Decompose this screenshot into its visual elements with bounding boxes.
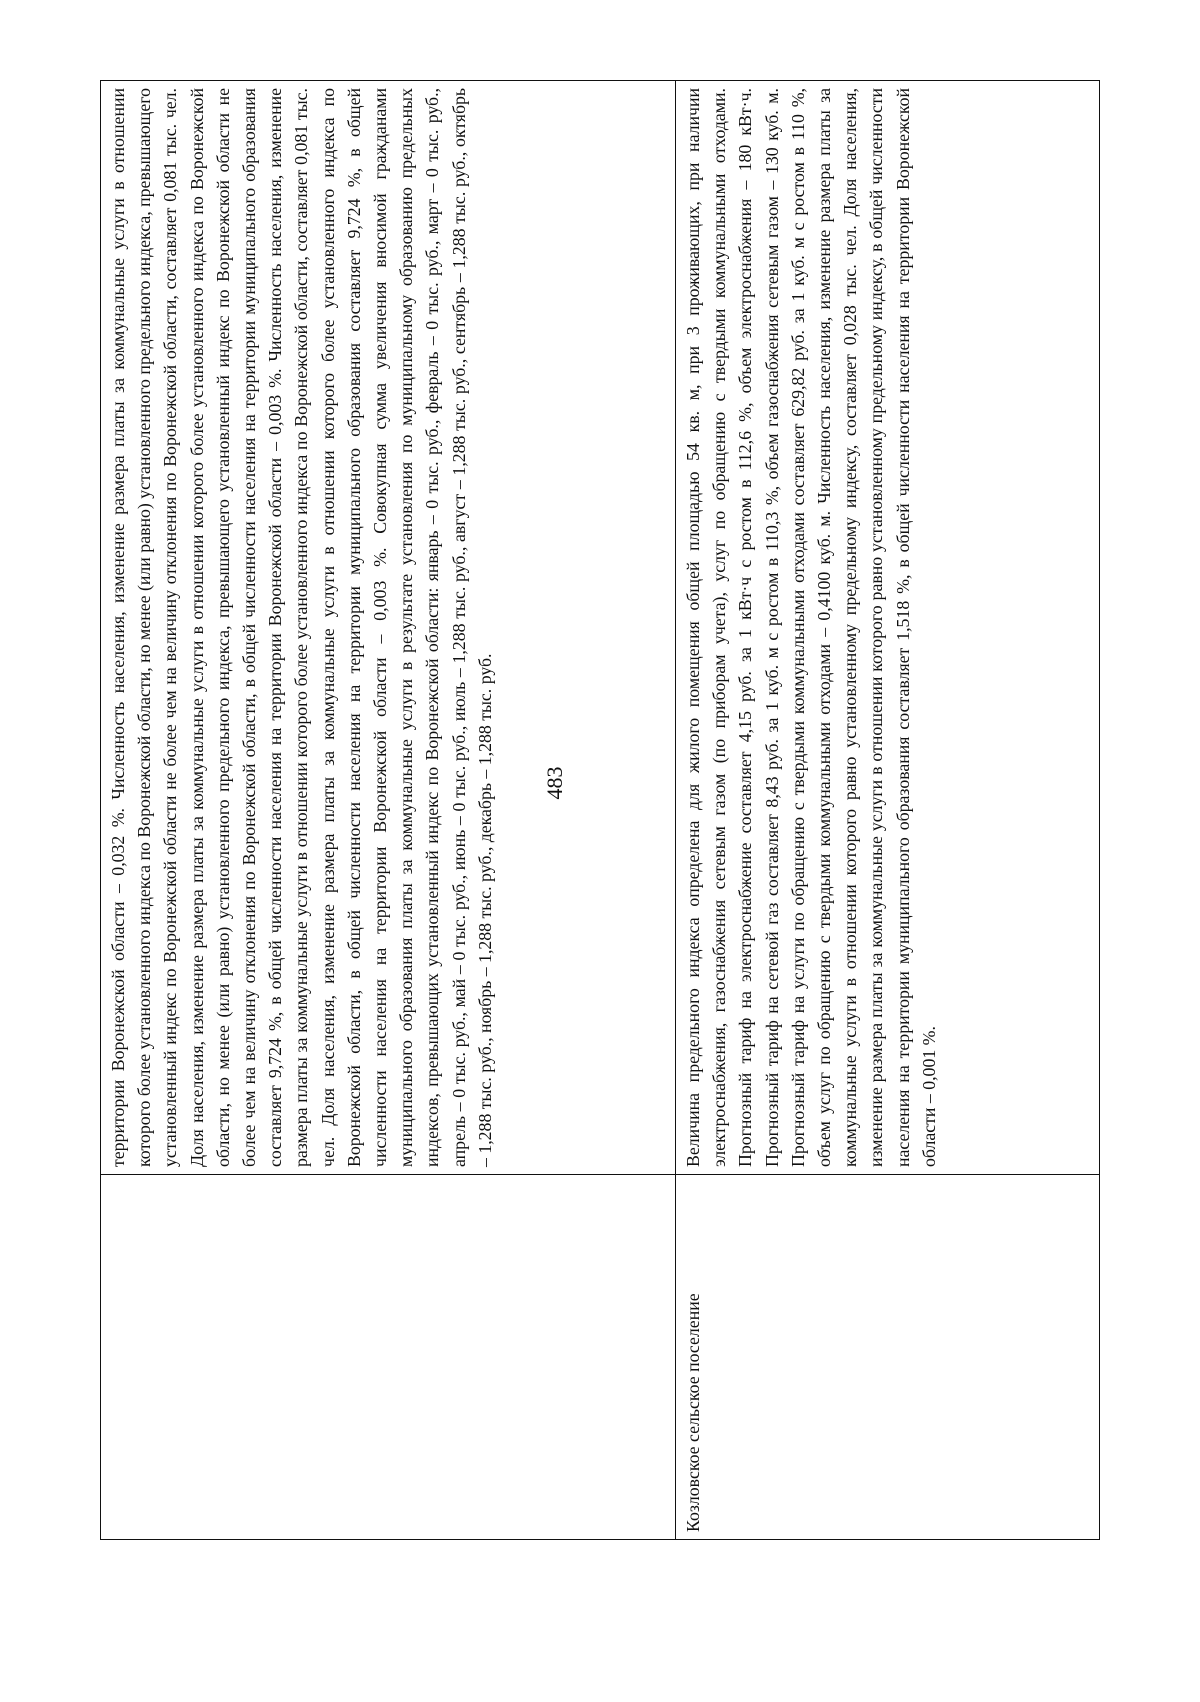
document-sheet <box>100 80 1100 1540</box>
municipality-cell <box>676 1175 1100 1540</box>
rotated-page <box>100 80 1100 1540</box>
description-text: Величина предельного индекса определена для жилого помещения общей площадью 54 кв. м, при 3 проживающих, при наличии электроснабжения, газоснабжения сетевым газом (по приборам учета), услуг по обращению с твердыми коммунальными отходами. Прогнозный тариф на электроснабжение составляет 4,15 руб. за 1 кВт·ч с ростом в 112,6 %, объем электроснабжения – 180 кВт·ч. Прогнозный тариф на сетевой газ составляет 8,43 руб. за 1 куб. м с ростом в 110,3 %, объем газоснабжения сетевым газом – 130 куб. м. Прогнозный тариф на услуги по обращению с твердыми коммунальными отходами составляет 629,82 руб. за 1 куб. м с ростом в 110 %, объем услуг по обращению с твердыми коммунальными отходами – 0,4100 куб. м. Численность населения, изменение размера платы за коммунальные услуги в отношении которого равно установленному предельному индексу, составляет 0,028 тыс. чел. Доля населения, изменение размера платы за коммунальные услуги в отношении которого равно установленному предельному индексу, в общей численности населения на территории муниципального образования составляет 1,518 %, в общей численности населения на территории Воронежской области – 0,001 %. <box>683 88 939 1167</box>
description-cell <box>101 81 676 1175</box>
table-row <box>101 81 676 1540</box>
municipality-name: Козловское сельское поселение <box>683 1293 704 1532</box>
table-row <box>676 81 1100 1540</box>
index-table <box>100 80 1100 1540</box>
description-text: территории Воронежской области – 0,032 %. Численность населения, изменение размера платы за коммунальные услуги в отношении которого более установленного индекса по Воронежской области, но менее (или равно) установленного предельного индекса, превышающего установленный индекс по Воронежской области не более чем на величину отклонения по Воронежской области, составляет 0,081 тыс. чел. Доля населения, изменение размера платы за коммунальные услуги в отношении которого более установленного индекса по Воронежской области, но менее (или равно) установленного предельного индекса, превышающего установленный индекс по Воронежской области не более чем на величину отклонения по Воронежской области, в общей численности населения на территории муниципального образования составляет 9,724 %, в общей численности населения на территории Воронежской области – 0,003 %. Численность населения, изменение размера платы за коммунальные услуги в отношении которого более установленного индекса по Воронежской области, составляет 0,081 тыс. чел. Доля населения, изменение размера платы за коммунальные услуги в отношении которого более установленного индекса по Воронежской области, в общей численности населения на территории муниципального образования составляет 9,724 %, в общей численности населения на территории Воронежской области – 0,003 %. Совокупная сумма увеличения вносимой гражданами муниципального образования платы за коммунальные услуги в результате установления по муниципальному образованию предельных индексов, превышающих установленный индекс по Воронежской области: январь – 0 тыс. руб., февраль – 0 тыс. руб., март – 0 тыс. руб., апрель – 0 тыс. руб., май – 0 тыс. руб., июнь – 0 тыс. руб., июль – 1,288 тыс. руб., август – 1,288 тыс. руб., сентябрь – 1,288 тыс. руб., октябрь – 1,288 тыс. руб., ноябрь – 1,288 тыс. руб., декабрь – 1,288 тыс. руб. <box>108 88 495 1167</box>
page-number: 483 <box>542 766 567 800</box>
municipality-cell <box>101 1175 676 1540</box>
description-cell <box>676 81 1100 1175</box>
